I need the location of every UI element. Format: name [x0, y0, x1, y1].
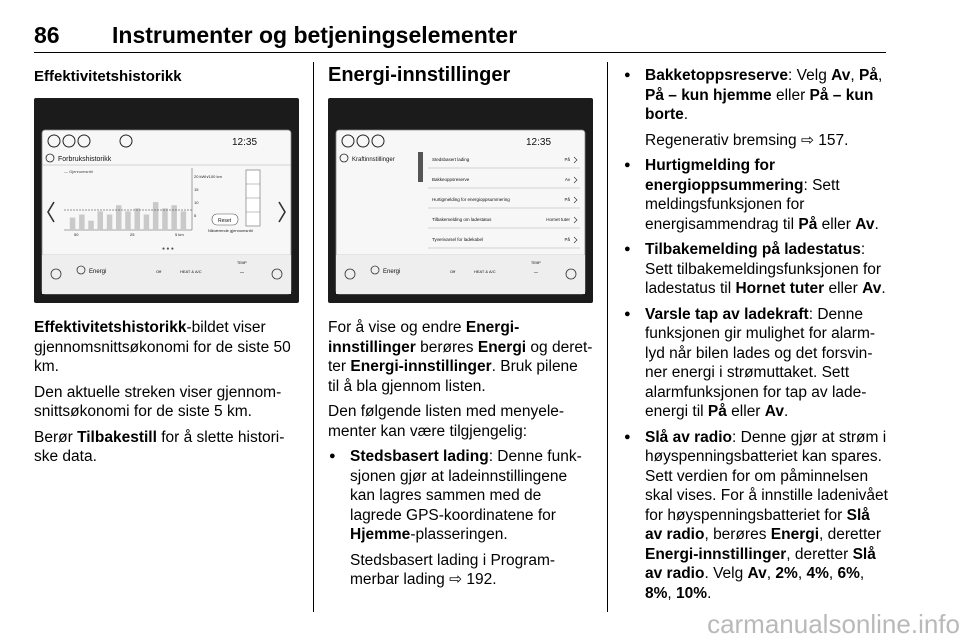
history-bar [162, 208, 168, 230]
history-bar [144, 215, 150, 231]
history-bar [70, 218, 76, 230]
y-tick-5: 5 [194, 213, 197, 218]
current-average-label: Nåværende gjennomsnitt [208, 228, 253, 233]
history-bar [116, 205, 122, 230]
bullet-hill-reserve-ref: Regenerativ bremsing ⇨ 157. [645, 131, 849, 149]
column-divider-right [607, 62, 608, 612]
bullet-hill-reserve: ● Bakketoppsreserve: Velg Av, På, På – kun hjemme eller På – kun borte. [623, 66, 888, 125]
paragraph-energy-intro: For å vise og endre Energi-innstillinger berøres Energi og deretter Energi-innstillinger. Bruk pilene til å bla gjennom listen. [328, 319, 593, 395]
screen-time: 12:35 [232, 137, 258, 148]
settings-row-value: På [564, 197, 570, 202]
history-bar [98, 211, 104, 230]
page-title: Instrumenter og betjeningselementer [112, 22, 518, 48]
off-label: Off [450, 269, 456, 274]
history-bar [125, 211, 131, 230]
history-bar [135, 208, 141, 230]
settings-row-value: På [564, 237, 570, 242]
avg-legend: — Gjennomsnitt [64, 169, 93, 174]
energy-label: Energi [89, 269, 107, 275]
temp-value: -- [240, 270, 244, 276]
bullet-location-charging: ● Stedsbasert lading: Denne funksjonen gjør at ladeinnstillingene kan lagres sammen med de lagrede GPS-koordinatene for Hjemme-plasseringen. [328, 447, 593, 545]
history-bar [153, 202, 159, 230]
page-number: 86 [34, 22, 60, 48]
svg-text:● ● ●: ● ● ● [162, 246, 174, 252]
settings-row-label: Tilbakemelding om ladestatus [432, 217, 492, 222]
history-bar [171, 205, 177, 230]
scroll-indicator [418, 152, 423, 182]
bullet-power-loss-alert: ● Varsle tap av ladekraft: Denne funksjonen gir mulighet for alarmlyd når bilen lades og det forsvinner energi i strømuttaket. Sett alarmfunksjonen for tap av ladeenergi til På eller Av. [623, 305, 888, 422]
energy-settings-screenshot [328, 98, 593, 303]
watermark: carmanualsonline.info [707, 609, 960, 639]
settings-row-value: Hornet tuter [546, 217, 570, 222]
page-header [34, 22, 886, 53]
history-bar [181, 211, 187, 230]
reset-button-label: Reset [218, 218, 232, 224]
y-tick-15: 15 [194, 187, 199, 192]
settings-row-label: Stedsbasert lading [432, 157, 470, 162]
screen-menu-title: Kraftinnstillinger [352, 157, 395, 163]
bullet-location-charging-ref: Stedsbasert lading i Programmerbar lading ⇨ 192. [350, 551, 556, 588]
history-bar [88, 221, 94, 230]
bullet-radio-off: ● Slå av radio: Denne gjør at strøm i høyspenningsbatteriet kan spares. Sett verdien for om påminnelsen skal vises. For å innstille ladenivået for høyspenningsbatteriet for Slå av radio, berøres Energi, deretter Energi-innstillinger, deretter Slå av radio. Velg Av, 2%, 4%, 6%, 8%, 10%. [623, 428, 888, 604]
x-tick-5km: 5 km [175, 232, 184, 237]
heat-ac-label: HEAT & A/C [180, 269, 202, 274]
temp-label: TEMP [237, 261, 247, 265]
bullet-charge-feedback: ● Tilbakemelding på ladestatus: Sett tilbakemeldingsfunksjonen for ladestatus til Hornet tuter eller Av. [623, 240, 888, 299]
section-heading-energy-settings: Energi-innstillinger [328, 64, 511, 86]
x-tick-50: 50 [74, 232, 79, 237]
temp-value: -- [534, 270, 538, 276]
history-bar [79, 215, 85, 231]
temp-label: TEMP [531, 261, 541, 265]
column-divider-left [313, 62, 314, 612]
settings-row-label: Bakkeoppsreserve [432, 177, 470, 182]
x-tick-25: 25 [130, 232, 135, 237]
off-label: Off [156, 269, 162, 274]
bullet-energy-summary: ● Hurtigmelding for energioppsummering: Sett meldingsfunksjonen for energisammendrag til På eller Av. [623, 156, 888, 234]
paragraph-list-intro: Den følgende listen med menyelementer kan være tilgjengelig: [328, 403, 565, 440]
settings-row-label: Hurtigmelding for energioppsummering [432, 197, 510, 202]
settings-row-value: Av [564, 177, 570, 182]
paragraph-current-line: Den aktuelle streken viser gjennomsnittsøkonomi for de siste 5 km. [34, 383, 282, 420]
screen-menu-title: Forbrukshistorikk [58, 156, 112, 163]
section-heading-efficiency-history: Effektivitetshistorikk [34, 68, 182, 85]
paragraph-efficiency-intro: Effektivitetshistorikk-bildet viser gjennomsnittsøkonomi for de siste 50 km. [34, 319, 291, 375]
settings-row-value: På [564, 157, 570, 162]
screen-time: 12:35 [526, 137, 552, 148]
settings-row-label: Tyverivarsel for ladekabel [432, 237, 484, 242]
heat-ac-label: HEAT & A/C [474, 269, 496, 274]
energy-label: Energi [383, 269, 401, 275]
efficiency-history-screenshot [34, 98, 299, 303]
y-unit-label: 20 kWh/100 km [194, 174, 222, 179]
paragraph-reset: Berør Tilbakestill for å slette historiske data. [34, 428, 285, 465]
y-tick-10: 10 [194, 200, 199, 205]
history-bar [107, 215, 113, 231]
